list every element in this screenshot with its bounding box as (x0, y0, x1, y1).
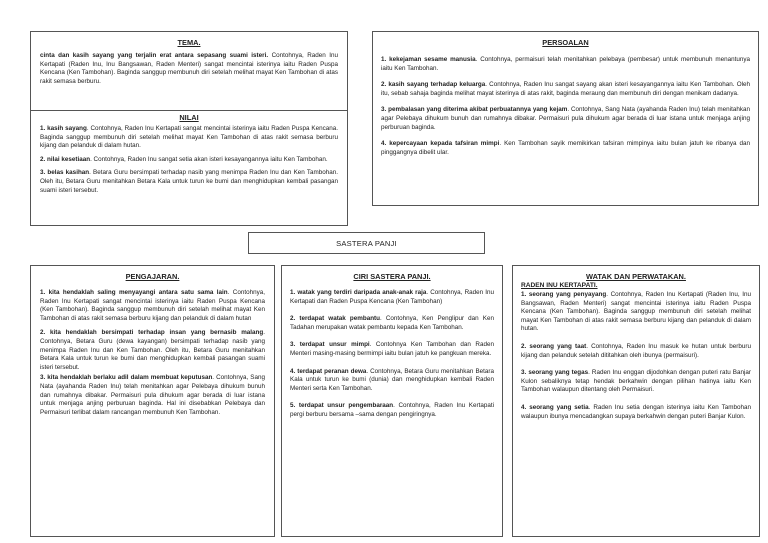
pengajaran-item: 2. kita hendaklah bersimpati terhadap insan yang bernasib malang. Contohnya, Betara Guru (dewa kayangan) bersimpati terhadap nasib yang menimpa Raden Inu dan Ken Tambohan. Oleh itu, Betara Guru menitahkan Betara Kala untuk turun ke bumi dan menghidupkan kembali pasangan suami isteri tersebut. (40, 329, 265, 371)
persoalan-title: PERSOALAN (542, 38, 589, 47)
center-title: SASTERA PANJI (336, 238, 397, 248)
ciri-item: 5. terdapat unsur pengembaraan. Contohnya, Raden Inu Kertapati pergi berburu bersama –sama dengan pengiringnya. (290, 402, 494, 418)
persoalan-item: 1. kekejaman sesame manusia. Contohnya, permaisuri telah menitahkan pelebaya (pembesar) untuk membunuh menantunya iaitu Ken Tambohan. (381, 56, 750, 72)
persoalan-item: 2. kasih sayang terhadap keluarga. Contohnya, Raden Inu sangat sayang akan isteri kesayangannya iaitu Ken Tambohan. Oleh itu, sebab sahaja baginda melihat mayat isterinya di atas rakit, baginda meraung dan membunuh diri dengan menikam dadanya. (381, 81, 750, 97)
nilai-title: NILAI (179, 113, 199, 122)
ciri-item: 4. terdapat peranan dewa. Contohnya, Betara Guru menitahkan Betara Kala untuk turun ke bumi (dunia) dan menghidupkan kembali Raden Menteri serta Ken Tambohan. (290, 367, 494, 392)
nilai-item: 1. kasih sayang. Contohnya, Raden Inu Kertapati sangat mencintai isterinya iaitu Raden Puspa Kencana. Baginda sanggup membunuh diri setelah melihat mayat Ken Tambohan di atas rakit semasa berburu kijang dan pelanduk di dalam hutan. (40, 125, 338, 150)
pengajaran-item: 3. kita hendaklah berlaku adil dalam membuat keputusan. Contohnya, Sang Nata (ayahanda Raden Inu) telah menitahkan agar Pelebaya dihukum bunuh dan rumahnya dibakar. Permaisuri pula dihukum agar berada di luar istana untuk menjaga anjing perburuan baginda. Hal ini disebabkan Pelebaya dan Permaisuri terlibat dalam rancangan membunuh Ken Tambohan. (40, 374, 265, 416)
persoalan-item: 3. pembalasan yang diterima akibat perbuatannya yang kejam. Contohnya, Sang Nata (ayahanda Raden Inu) telah menitahkan agar Pelebaya dihukum bunuh dan rumahnya dibakar. Permaisuri pula dihukum agar berada di luar istana untuk menjaga anjing perburuan baginda. (381, 106, 750, 131)
nilai-item: 2. nilai kesetiaan. Contohnya, Raden Inu sangat setia akan isteri kesayangannya iaitu Ken Tambohan. (40, 155, 328, 163)
pengajaran-box (30, 265, 275, 537)
tema-lead: cinta dan kasih sayang yang terjalin erat antara sepasang suami isteri. (40, 52, 269, 59)
ciri-item: 3. terdapat unsur mimpi. Contohnya Ken Tambohan dan Raden Menteri masing-masing bermimpi iaitu bulan jatuh ke pangkuan mereka. (290, 341, 494, 357)
watak-item: 1. seorang yang penyayang. Contohnya, Raden Inu Kertapati (Raden Inu, Inu Bangsawan, Raden Menteri) sangat mencintai isterinya iaitu Raden Puspa Kencana (Ken Tambohan). Baginda sanggup membunuh diri setelah melihat mayat Ken Tambohan di atas rakit semasa berburu kijang dan pelanduk di dalam hutan. (521, 291, 752, 333)
pengajaran-title: PENGAJARAN. (125, 272, 180, 281)
persoalan-box (372, 31, 759, 206)
nilai-item: 3. belas kasihan. Betara Guru bersimpati terhadap nasib yang menimpa Raden Inu dan Ken Tambohan. Oleh itu, Betara Guru menitahkan Betara Kala untuk turun ke bumi dan menghidupkan kembali pasangan suami isteri tersebut. (40, 169, 338, 194)
watak-item: 2. seorang yang taat. Contohnya, Raden Inu masuk ke hutan untuk berburu kijang dan pelanduk setelah dititahkan oleh ibunya (permaisuri). (521, 342, 752, 359)
watak-box (512, 265, 760, 537)
persoalan-item: 4. kepercayaan kepada tafsiran mimpi. Ken Tambohan sayik memikirkan tafsiran mimpinya iaitu bulan jatuh ke ribanya dan pinggangnya dibelit ular. (381, 140, 750, 156)
tema-title: TEMA. (177, 38, 201, 47)
ciri-box (281, 265, 503, 537)
watak-item: 3. seorang yang tegas. Raden Inu enggan dijodohkan dengan puteri ratu Banjar Kulon sebaliknya tetap hendak berkahwin dengan pilihan hatinya iaitu Ken Tambohan walaupun ditentang oleh Permaisuri. (521, 369, 751, 394)
tema-text: cinta dan kasih sayang yang terjalin erat antara sepasang suami isteri. Contohnya, Raden Inu Kertapati (Raden Inu, Inu Bangsawan, Raden Menteri) sangat mencintai isterinya iaitu Raden Puspa Kencana (Ken Tambohan). Baginda sanggup membunuh diri setelah melihat mayat Ken Tambohan di atas rakit semasa berburu. (40, 52, 338, 85)
ciri-item: 1. watak yang terdiri daripada anak-anak raja. Contohnya, Raden Inu Kertapati dan Raden Puspa Kencana (Ken Tambohan) (290, 289, 495, 305)
ciri-title: CIRI SASTERA PANJI. (353, 272, 431, 281)
pengajaran-item: 1. kita hendaklah saling menyayangi antara satu sama lain. Contohnya, Raden Inu Kertapati sangat mencintai isterinya iaitu Raden Puspa Kencana (Ken Tambohan). Baginda sanggup membunuh diri setelah melihat mayat Ken Tambohan di atas rakit semasa berburu kijang dan pelanduk di dalam hutan (40, 289, 265, 322)
watak-subtitle: RADEN INU KERTAPATI. (521, 282, 598, 289)
center-title-box (248, 232, 485, 254)
watak-title: WATAK DAN PERWATAKAN. (586, 272, 686, 281)
nilai-box (30, 110, 348, 226)
watak-item: 4. seorang yang setia. Raden Inu setia dengan isterinya iaitu Ken Tambohan walaupun ibunya mencadangkan supaya berkahwin dengan puteri Banjar Kulon. (521, 403, 751, 420)
ciri-item: 2. terdapat watak pembantu. Contohnya, Ken Penglipur dan Ken Tadahan merupakan watak pembantu kepada Ken Tambohan. (290, 315, 494, 331)
